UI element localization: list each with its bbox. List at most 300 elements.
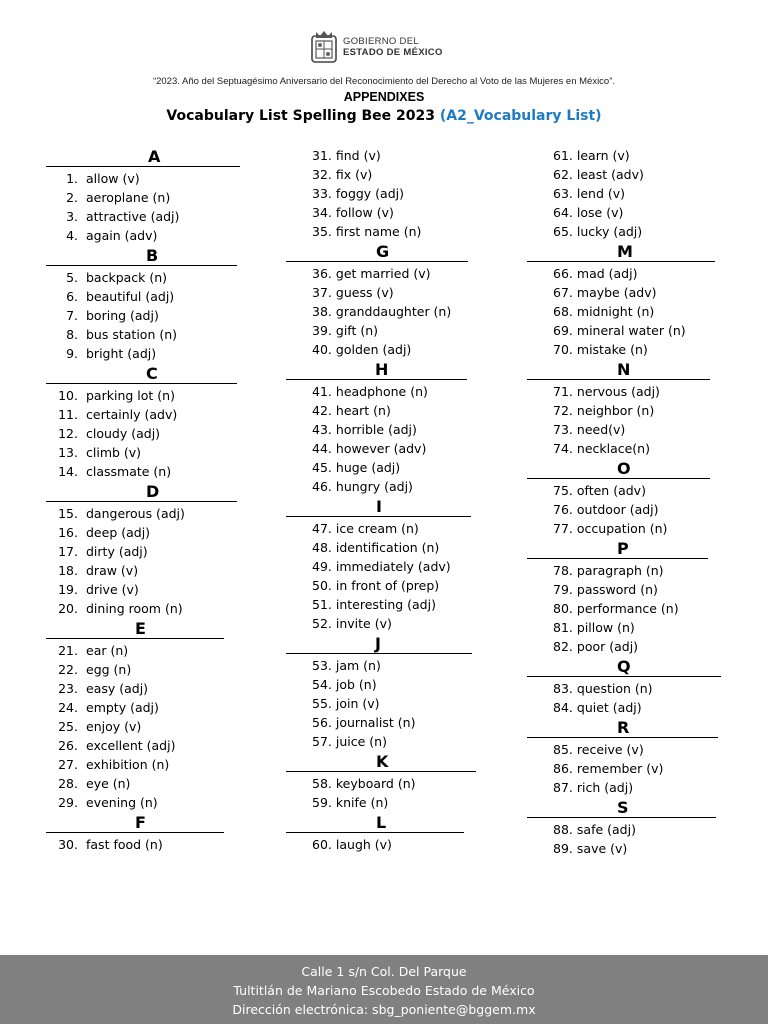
letter-heading-label: K: [376, 752, 389, 771]
vocab-number: 49.: [312, 559, 332, 574]
vocab-number: 54.: [312, 677, 332, 692]
vocab-item: [527, 184, 767, 203]
vocabulary-column-3: [527, 146, 767, 858]
vocab-item: [286, 264, 526, 283]
vocab-item: [286, 713, 526, 732]
vocab-item: [286, 477, 526, 496]
vocab-number: 41.: [312, 384, 332, 399]
vocab-item: [46, 660, 286, 679]
vocab-item: [286, 439, 526, 458]
vocab-word: granddaughter (n): [335, 304, 452, 319]
vocab-word: first name (n): [335, 224, 422, 239]
vocab-word: maybe (adv): [576, 285, 657, 300]
vocab-item: [286, 732, 526, 751]
vocab-word: identification (n): [335, 540, 440, 555]
vocab-item: [286, 774, 526, 793]
letter-heading-label: S: [617, 798, 629, 817]
vocab-number: 23.: [58, 681, 78, 696]
vocab-word: immediately (adv): [335, 559, 451, 574]
page-title: APPENDIXES: [343, 90, 425, 104]
vocab-word: drive (v): [86, 582, 139, 597]
vocab-item: [46, 169, 286, 188]
vocab-word: performance (n): [576, 601, 679, 616]
logo-line-2: ESTADO DE MÉXICO: [343, 47, 443, 58]
vocab-word: quiet (adj): [576, 700, 642, 715]
vocab-item: [286, 382, 526, 401]
vocab-word: knife (n): [335, 795, 389, 810]
vocab-word: fix (v): [335, 167, 373, 182]
vocab-number: 30.: [58, 837, 78, 852]
letter-heading-q: [527, 656, 721, 677]
vocab-item: [286, 222, 526, 241]
vocab-word: mad (adj): [576, 266, 638, 281]
vocab-item: [527, 778, 767, 797]
letter-heading-label: N: [617, 360, 631, 379]
vocab-number: 59.: [312, 795, 332, 810]
vocab-number: 29.: [58, 795, 78, 810]
vocab-word: allow (v): [86, 171, 140, 186]
vocab-word: often (adv): [576, 483, 646, 498]
vocab-item: [46, 774, 286, 793]
vocab-number: 2.: [66, 190, 78, 205]
vocab-word: question (n): [576, 681, 653, 696]
vocab-number: 73.: [553, 422, 573, 437]
letter-heading-label: Q: [617, 657, 631, 676]
letter-heading-c: [46, 363, 237, 384]
vocab-number: 62.: [553, 167, 573, 182]
vocab-item: [46, 226, 286, 245]
vocab-word: password (n): [576, 582, 658, 597]
vocab-word: jam (n): [335, 658, 381, 673]
vocab-item: [46, 523, 286, 542]
letter-heading-f: [46, 812, 224, 833]
vocab-item: [286, 614, 526, 633]
vocab-number: 83.: [553, 681, 573, 696]
subtitle-link[interactable]: (A2_Vocabulary List): [439, 108, 602, 124]
vocab-number: 86.: [553, 761, 573, 776]
official-motto: “2023. Año del Septuagésimo Aniversario del Reconocimiento del Derecho al Voto de las Mujeres en México”.: [152, 76, 616, 87]
footer-email: Dirección electrónica: sbg_poniente@bggem.mx: [232, 1002, 536, 1017]
vocab-number: 12.: [58, 426, 78, 441]
vocab-item: [527, 264, 767, 283]
vocab-word: rich (adj): [576, 780, 634, 795]
vocab-item: [46, 405, 286, 424]
vocab-number: 61.: [553, 148, 573, 163]
vocab-word: hungry (adj): [335, 479, 413, 494]
vocab-number: 74.: [553, 441, 573, 456]
vocab-item: [527, 698, 767, 717]
vocab-number: 66.: [553, 266, 573, 281]
vocab-word: empty (adj): [86, 700, 159, 715]
vocab-item: [527, 759, 767, 778]
vocab-word: cloudy (adj): [86, 426, 161, 441]
vocab-number: 84.: [553, 700, 573, 715]
letter-heading-b: [46, 245, 237, 266]
vocab-item: [527, 618, 767, 637]
vocab-item: [286, 203, 526, 222]
vocab-item: [286, 184, 526, 203]
vocab-number: 46.: [312, 479, 332, 494]
vocab-number: 28.: [58, 776, 78, 791]
vocab-word: exhibition (n): [86, 757, 170, 772]
vocab-word: interesting (adj): [335, 597, 436, 612]
letter-heading-label: A: [148, 147, 161, 166]
vocab-item: [46, 188, 286, 207]
vocab-item: [46, 679, 286, 698]
vocab-number: 15.: [58, 506, 78, 521]
vocab-item: [527, 679, 767, 698]
vocab-word: ear (n): [86, 643, 129, 658]
letter-heading-o: [527, 458, 710, 479]
vocab-item: [46, 736, 286, 755]
vocab-word: easy (adj): [86, 681, 149, 696]
letter-heading-m: [527, 241, 715, 262]
vocab-number: 43.: [312, 422, 332, 437]
vocab-word: mineral water (n): [576, 323, 686, 338]
vocab-word: excellent (adj): [86, 738, 176, 753]
vocab-number: 78.: [553, 563, 573, 578]
vocab-item: [46, 207, 286, 226]
vocab-word: join (v): [335, 696, 380, 711]
vocab-item: [527, 839, 767, 858]
vocab-item: [527, 481, 767, 500]
letter-heading-j: [286, 633, 472, 654]
letter-heading-g: [286, 241, 468, 262]
vocab-number: 70.: [553, 342, 573, 357]
vocab-number: 37.: [312, 285, 332, 300]
vocab-item: [286, 340, 526, 359]
vocab-item: [286, 146, 526, 165]
vocab-word: eye (n): [86, 776, 131, 791]
vocab-word: in front of (prep): [335, 578, 440, 593]
vocab-item: [527, 820, 767, 839]
vocab-word: ice cream (n): [335, 521, 419, 536]
vocab-number: 4.: [66, 228, 78, 243]
vocab-word: huge (adj): [335, 460, 401, 475]
vocab-word: follow (v): [335, 205, 394, 220]
vocab-number: 88.: [553, 822, 573, 837]
vocab-word: job (n): [335, 677, 377, 692]
vocab-word: receive (v): [576, 742, 644, 757]
letter-heading-label: F: [135, 813, 146, 832]
letter-heading-label: I: [376, 497, 382, 516]
vocab-word: however (adv): [335, 441, 427, 456]
vocab-word: guess (v): [335, 285, 394, 300]
letter-heading-label: E: [135, 619, 146, 638]
vocab-number: 76.: [553, 502, 573, 517]
letter-heading-s: [527, 797, 716, 818]
vocab-item: [46, 344, 286, 363]
vocab-number: 1.: [66, 171, 78, 186]
vocab-number: 60.: [312, 837, 332, 852]
letter-heading-i: [286, 496, 471, 517]
vocab-number: 68.: [553, 304, 573, 319]
letter-heading-label: D: [146, 482, 160, 501]
vocab-word: save (v): [576, 841, 628, 856]
vocab-word: backpack (n): [86, 270, 168, 285]
vocab-word: bright (adj): [86, 346, 157, 361]
vocab-word: evening (n): [86, 795, 158, 810]
vocab-number: 72.: [553, 403, 573, 418]
vocab-item: [286, 675, 526, 694]
vocab-number: 32.: [312, 167, 332, 182]
vocab-item: [527, 580, 767, 599]
vocab-word: egg (n): [86, 662, 132, 677]
page-subtitle: [0, 108, 768, 124]
vocab-item: [527, 321, 767, 340]
vocab-item: [286, 793, 526, 812]
vocab-item: [46, 561, 286, 580]
vocab-word: boring (adj): [86, 308, 159, 323]
vocab-item: [46, 287, 286, 306]
vocab-item: [527, 382, 767, 401]
vocab-item: [46, 599, 286, 618]
letter-heading-label: P: [617, 539, 629, 558]
vocab-word: least (adv): [576, 167, 644, 182]
vocab-word: aeroplane (n): [86, 190, 171, 205]
vocab-word: journalist (n): [335, 715, 416, 730]
vocab-word: gift (n): [335, 323, 379, 338]
vocab-word: get married (v): [335, 266, 431, 281]
vocab-item: [46, 268, 286, 287]
vocab-item: [46, 793, 286, 812]
letter-heading-e: [46, 618, 224, 639]
vocab-number: 77.: [553, 521, 573, 536]
vocab-word: remember (v): [576, 761, 664, 776]
vocab-number: 17.: [58, 544, 78, 559]
vocab-item: [527, 637, 767, 656]
vocab-number: 85.: [553, 742, 573, 757]
vocab-item: [46, 717, 286, 736]
vocab-word: lose (v): [576, 205, 624, 220]
vocab-item: [46, 542, 286, 561]
vocab-number: 47.: [312, 521, 332, 536]
vocab-number: 42.: [312, 403, 332, 418]
vocab-number: 44.: [312, 441, 332, 456]
vocabulary-column-1: [46, 146, 286, 854]
vocab-number: 13.: [58, 445, 78, 460]
vocab-number: 64.: [553, 205, 573, 220]
letter-heading-h: [286, 359, 467, 380]
vocab-number: 40.: [312, 342, 332, 357]
letter-heading-label: B: [146, 246, 159, 265]
vocab-item: [46, 306, 286, 325]
vocab-item: [286, 401, 526, 420]
vocab-word: pillow (n): [576, 620, 635, 635]
vocab-number: 52.: [312, 616, 332, 631]
letter-heading-r: [527, 717, 718, 738]
vocab-word: dirty (adj): [86, 544, 148, 559]
vocab-number: 21.: [58, 643, 78, 658]
vocab-item: [286, 557, 526, 576]
vocab-word: keyboard (n): [335, 776, 416, 791]
vocab-word: golden (adj): [335, 342, 412, 357]
vocab-number: 38.: [312, 304, 332, 319]
vocab-word: foggy (adj): [335, 186, 404, 201]
vocab-number: 58.: [312, 776, 332, 791]
vocab-word: heart (n): [335, 403, 391, 418]
vocab-word: certainly (adv): [86, 407, 178, 422]
vocab-item: [46, 755, 286, 774]
vocab-word: dangerous (adj): [86, 506, 185, 521]
vocab-item: [286, 458, 526, 477]
letter-heading-n: [527, 359, 710, 380]
footer-address: Calle 1 s/n Col. Del Parque: [301, 964, 467, 979]
vocab-item: [527, 146, 767, 165]
vocab-number: 67.: [553, 285, 573, 300]
vocab-number: 34.: [312, 205, 332, 220]
footer-city: Tultitlán de Mariano Escobedo Estado de México: [233, 983, 535, 998]
government-logo: [310, 30, 443, 64]
vocab-number: 9.: [66, 346, 78, 361]
vocab-number: 50.: [312, 578, 332, 593]
vocab-number: 51.: [312, 597, 332, 612]
vocab-number: 57.: [312, 734, 332, 749]
vocab-word: draw (v): [86, 563, 139, 578]
vocab-number: 20.: [58, 601, 78, 616]
letter-heading-label: H: [375, 360, 389, 379]
letter-heading-a: [46, 146, 240, 167]
vocab-item: [46, 386, 286, 405]
logo-line-1: GOBIERNO DEL: [343, 36, 419, 47]
vocab-number: 3.: [66, 209, 78, 224]
document-header: [0, 0, 768, 140]
vocab-item: [527, 203, 767, 222]
vocab-item: [46, 424, 286, 443]
vocab-item: [46, 698, 286, 717]
vocab-word: beautiful (adj): [86, 289, 175, 304]
vocab-word: lend (v): [576, 186, 626, 201]
vocab-item: [286, 283, 526, 302]
vocab-number: 33.: [312, 186, 332, 201]
vocab-item: [46, 504, 286, 523]
vocab-item: [46, 325, 286, 344]
vocab-item: [527, 561, 767, 580]
vocab-number: 36.: [312, 266, 332, 281]
vocab-item: [286, 519, 526, 538]
vocab-item: [527, 401, 767, 420]
vocab-word: deep (adj): [86, 525, 151, 540]
vocab-word: classmate (n): [86, 464, 172, 479]
vocab-item: [46, 835, 286, 854]
vocab-number: 11.: [58, 407, 78, 422]
vocab-item: [286, 302, 526, 321]
vocab-word: again (adv): [86, 228, 158, 243]
vocab-word: outdoor (adj): [576, 502, 659, 517]
vocab-number: 75.: [553, 483, 573, 498]
vocab-word: invite (v): [335, 616, 392, 631]
vocab-number: 6.: [66, 289, 78, 304]
vocab-word: poor (adj): [576, 639, 639, 654]
vocab-number: 39.: [312, 323, 332, 338]
vocab-number: 18.: [58, 563, 78, 578]
vocab-number: 26.: [58, 738, 78, 753]
vocab-item: [286, 595, 526, 614]
vocab-word: need(v): [576, 422, 626, 437]
vocab-word: enjoy (v): [86, 719, 142, 734]
vocab-word: bus station (n): [86, 327, 178, 342]
letter-heading-label: G: [376, 242, 390, 261]
vocab-number: 45.: [312, 460, 332, 475]
vocab-number: 14.: [58, 464, 78, 479]
vocab-word: dining room (n): [86, 601, 183, 616]
vocab-item: [286, 694, 526, 713]
vocab-number: 48.: [312, 540, 332, 555]
vocab-word: necklace(n): [576, 441, 650, 456]
vocab-number: 87.: [553, 780, 573, 795]
letter-heading-label: R: [617, 718, 630, 737]
vocab-word: safe (adj): [576, 822, 636, 837]
vocab-word: mistake (n): [576, 342, 648, 357]
vocab-word: climb (v): [86, 445, 142, 460]
vocab-item: [286, 538, 526, 557]
vocab-item: [46, 580, 286, 599]
vocab-item: [286, 576, 526, 595]
vocab-item: [46, 443, 286, 462]
vocab-number: 80.: [553, 601, 573, 616]
vocab-word: fast food (n): [86, 837, 163, 852]
vocab-item: [527, 302, 767, 321]
vocab-number: 8.: [66, 327, 78, 342]
vocab-number: 71.: [553, 384, 573, 399]
vocab-number: 35.: [312, 224, 332, 239]
letter-heading-label: M: [617, 242, 633, 261]
vocab-word: nervous (adj): [576, 384, 660, 399]
vocab-number: 65.: [553, 224, 573, 239]
vocab-number: 82.: [553, 639, 573, 654]
vocab-word: occupation (n): [576, 521, 668, 536]
vocab-word: headphone (n): [335, 384, 428, 399]
vocab-item: [527, 222, 767, 241]
vocab-item: [46, 641, 286, 660]
vocab-item: [527, 165, 767, 184]
vocab-item: [527, 340, 767, 359]
vocab-item: [286, 835, 526, 854]
vocab-number: 7.: [66, 308, 78, 323]
vocab-word: find (v): [335, 148, 381, 163]
letter-heading-d: [46, 481, 237, 502]
vocab-number: 69.: [553, 323, 573, 338]
vocab-number: 79.: [553, 582, 573, 597]
state-seal-icon: [310, 30, 338, 64]
vocab-word: learn (v): [576, 148, 630, 163]
letter-heading-l: [286, 812, 464, 833]
vocab-number: 24.: [58, 700, 78, 715]
vocab-item: [286, 321, 526, 340]
vocab-word: attractive (adj): [86, 209, 180, 224]
vocab-number: 63.: [553, 186, 573, 201]
document-footer: [0, 955, 768, 1024]
vocab-number: 31.: [312, 148, 332, 163]
vocab-item: [286, 420, 526, 439]
vocab-item: [286, 165, 526, 184]
vocab-item: [527, 599, 767, 618]
vocab-number: 16.: [58, 525, 78, 540]
vocab-item: [527, 740, 767, 759]
letter-heading-k: [286, 751, 476, 772]
vocab-word: lucky (adj): [576, 224, 643, 239]
letter-heading-label: O: [617, 459, 631, 478]
vocab-number: 22.: [58, 662, 78, 677]
letter-heading-label: L: [376, 813, 387, 832]
vocab-word: midnight (n): [576, 304, 655, 319]
vocab-item: [527, 439, 767, 458]
vocab-number: 53.: [312, 658, 332, 673]
vocabulary-column-2: [286, 146, 526, 854]
vocab-word: juice (n): [335, 734, 387, 749]
vocab-number: 27.: [58, 757, 78, 772]
vocab-number: 25.: [58, 719, 78, 734]
